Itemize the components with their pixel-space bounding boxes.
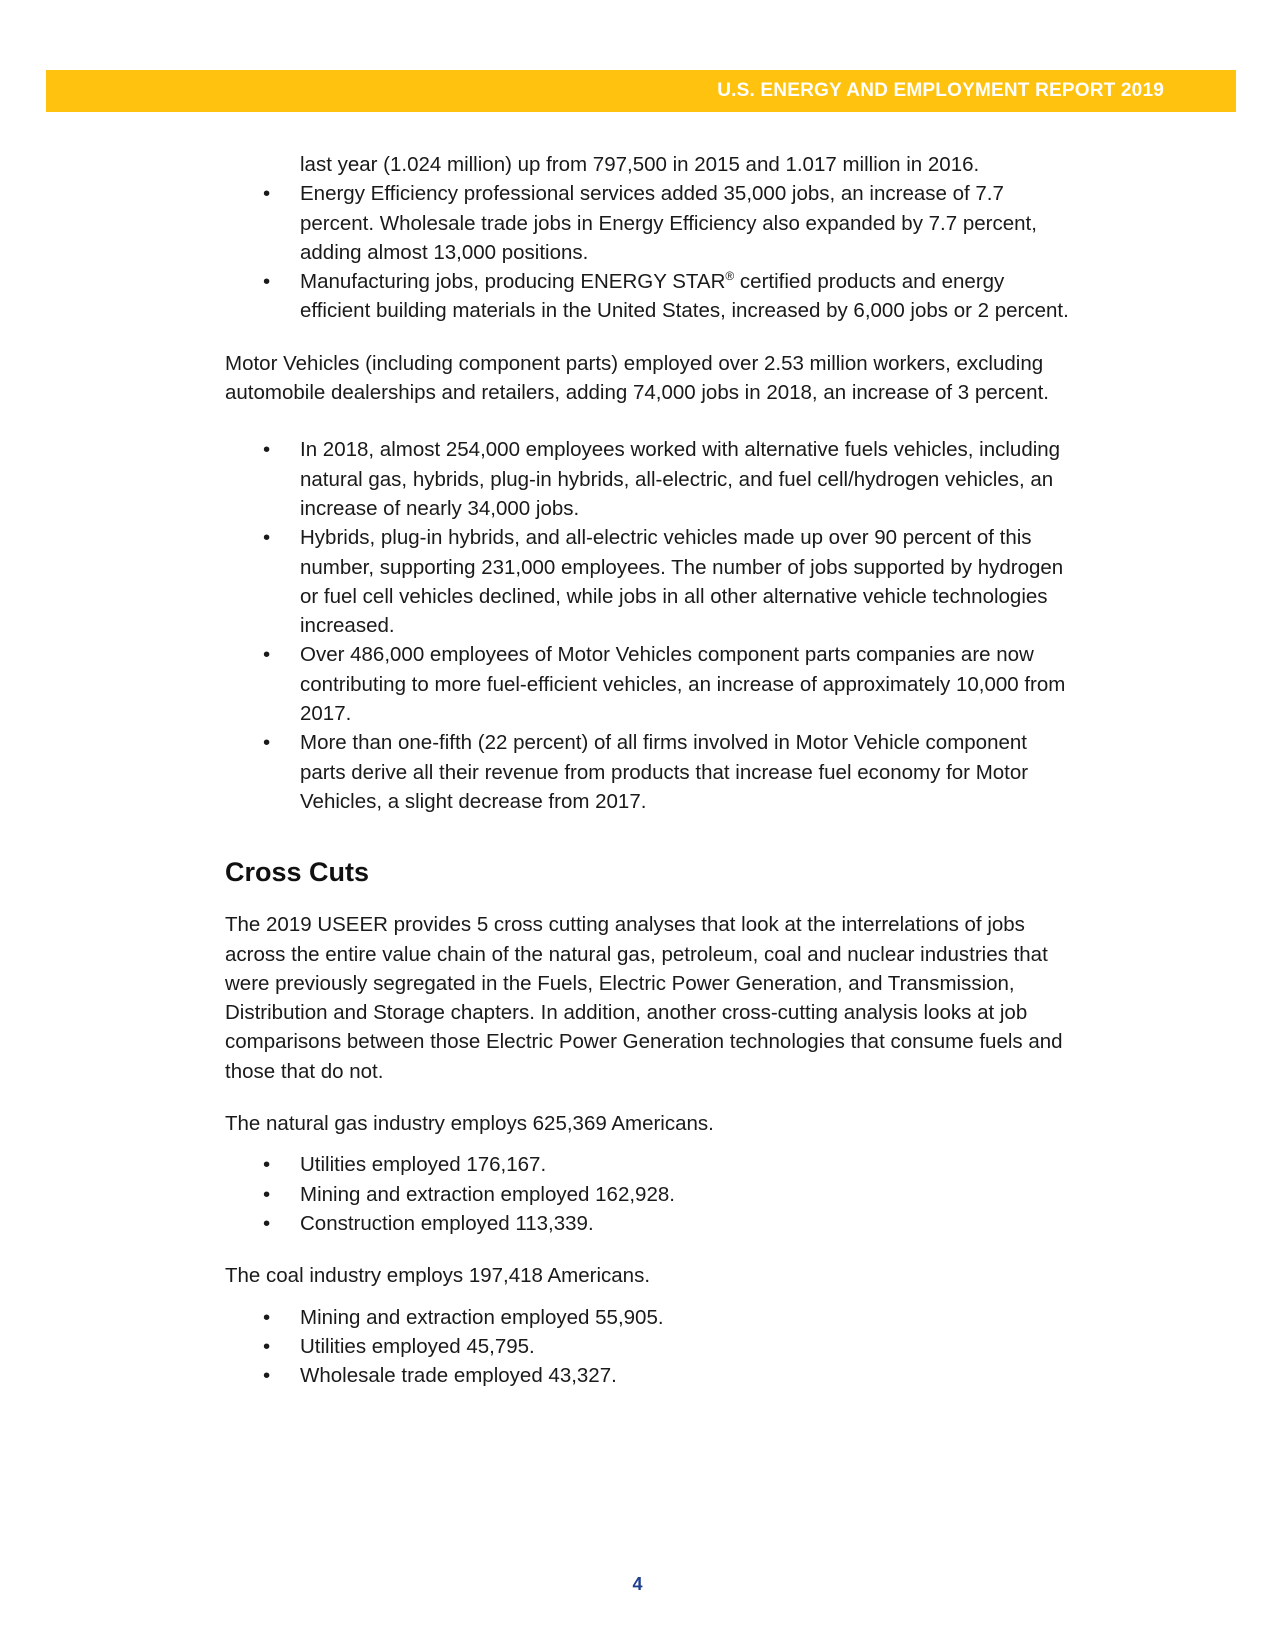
registered-mark: ® bbox=[725, 269, 735, 284]
list-item: • Wholesale trade employed 43,327. bbox=[300, 1361, 1075, 1390]
motor-vehicles-bullet-list bbox=[225, 435, 1075, 816]
section-heading-cross-cuts: Cross Cuts bbox=[225, 857, 370, 888]
manufacturing-text-end: certified products and energy efficient building materials in the United States, increased by 6,000 jobs or 2 percent. bbox=[300, 270, 1069, 323]
list-item: • Construction employed 113,339. bbox=[300, 1209, 1075, 1238]
ee-continuation-text: last year (1.024 million) up from 797,500 in 2015 and 1.017 million in 2016. bbox=[300, 153, 980, 176]
coal-bullet-list bbox=[225, 1303, 1075, 1391]
motor-vehicles-paragraph: Motor Vehicles (including component parts) employed over 2.53 million workers, excluding automobile dealerships and retailers, adding 74,000 jobs in 2018, an increase of 3 percent. bbox=[225, 351, 1049, 405]
list-item: • Energy Efficiency professional services added 35,000 jobs, an increase of 7.7 percent. Wholesale trade jobs in Energy Efficiency also expanded by 7.7 percent, adding almost 13,000 positions. bbox=[300, 179, 1075, 267]
list-item: • Utilities employed 176,167. bbox=[300, 1150, 1075, 1179]
report-title: U.S. ENERGY AND EMPLOYMENT REPORT 2019 bbox=[717, 80, 1164, 101]
list-item: • More than one-fifth (22 percent) of all firms involved in Motor Vehicle component parts derive all their revenue from products that increase fuel economy for Motor Vehicles, a slight decrease from 2017. bbox=[300, 728, 1075, 816]
manufacturing-text-start: Manufacturing jobs, producing ENERGY STAR bbox=[300, 270, 726, 294]
page-number: 4 bbox=[632, 1574, 643, 1594]
list-item: • Over 486,000 employees of Motor Vehicles component parts companies are now contributing to more fuel-efficient vehicles, an increase of approximately 10,000 from 2017. bbox=[300, 640, 1075, 728]
list-item: • Mining and extraction employed 162,928. bbox=[300, 1180, 1075, 1209]
cross-cuts-intro-paragraph: The 2019 USEER provides 5 cross cutting analyses that look at the interrelations of jobs across the entire value chain of the natural gas, petroleum, coal and nuclear industries that were previously segregated in the Fuels, Electric Power Generation, and Transmission, Distribution and Storage chapters. In addition, another cross-cutting analysis looks at job comparisons between those Electric Power Generation technologies that consume fuels and those that do not. bbox=[225, 913, 1063, 1083]
natural-gas-paragraph: The natural gas industry employs 625,369 Americans. bbox=[225, 1112, 714, 1136]
list-item: • Utilities employed 45,795. bbox=[300, 1332, 1075, 1361]
ee-bullet-list bbox=[225, 179, 1075, 325]
page-content bbox=[225, 150, 1075, 1390]
list-item: • Mining and extraction employed 55,905. bbox=[300, 1303, 1075, 1332]
report-header-band bbox=[46, 70, 1236, 112]
natural-gas-bullet-list bbox=[225, 1150, 1075, 1238]
list-item-manufacturing bbox=[300, 267, 1075, 326]
coal-paragraph: The coal industry employs 197,418 Americans. bbox=[225, 1264, 651, 1288]
list-item: • Hybrids, plug-in hybrids, and all-electric vehicles made up over 90 percent of this number, supporting 231,000 employees. The number of jobs supported by hydrogen or fuel cell vehicles declined, while jobs in all other alternative vehicle technologies increased. bbox=[300, 523, 1075, 640]
list-item: • In 2018, almost 254,000 employees worked with alternative fuels vehicles, including natural gas, hybrids, plug-in hybrids, all-electric, and fuel cell/hydrogen vehicles, an increase of nearly 34,000 jobs. bbox=[300, 435, 1075, 523]
